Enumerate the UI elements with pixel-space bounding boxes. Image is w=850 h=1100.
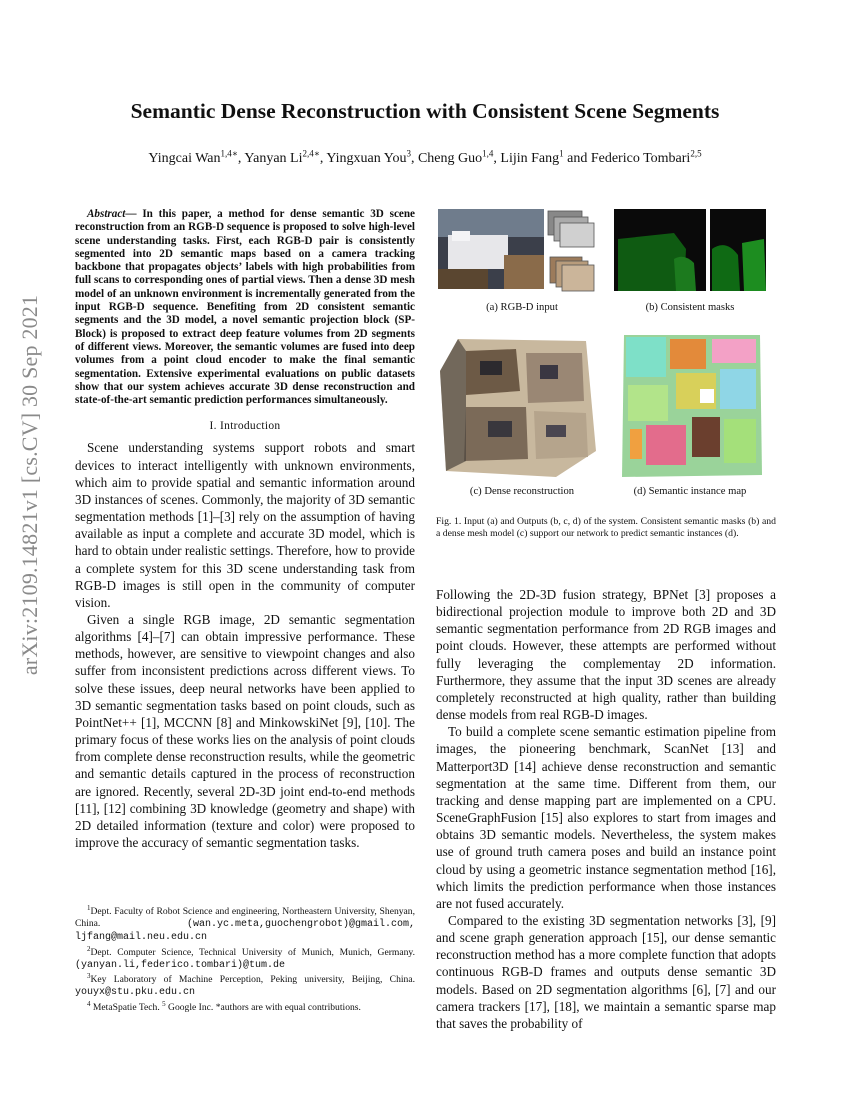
abstract-text: — In this paper, a method for dense semantic 3D scene reconstruction from an RGB-D sequence is proposed to solve high-level scene understanding tasks. First, each RGB-D pair is consistently segmented into 2D semantic maps based on a camera tracking backbone that propagates objects’ labels with high probabilities from full scans to corresponding ones of partial views. Then a dense 3D mesh model of an unknown environment is incrementally generated from the input RGB-D sequence. Benefiting from 2D consistent semantic segments and the 3D model, a novel semantic projection block (SP-Block) is proposed to extract deep feature volumes from 2D segments of different views. Moreover, the semantic volumes are fused into deep volumes from a point cloud encoder to make the final semantic segmentation. Extensive experimental evaluations on public datasets show that our system achieves accurate 3D dense reconstruction and state-of-the-art semantic prediction performances simultaneously. (75, 208, 415, 407)
left-column (75, 208, 415, 851)
figure-caption: Fig. 1. Input (a) and Outputs (b, c, d) of the system. Consistent semantic masks (b) and a dense mesh model (c) support our network to predict semantic instances (d). (436, 516, 776, 540)
arxiv-stamp (0, 295, 60, 675)
subcaption-d: (d) Semantic instance map (633, 486, 747, 497)
footnote: $^1$Dept. Faculty of Robot Science and engineering, Northeastern University, Shenyan, China. (wan.yc.meta,guochengrobot)@gmail.com, ljfang@mail.neu.edu.cn (75, 904, 415, 943)
paragraph: Given a single RGB image, 2D semantic segmentation algorithms [4]–[7] can obtain impressive performance. These methods, however, are sensitive to viewpoint changes and also suffer from inconsistent predictions across different views. To solve these issues, deep neural networks have been applied to 3D semantic segmentation tasks based on point clouds, such as PointNet++ [1], MCCNN [8] and MinkowskiNet [9], [10]. The primary focus of these works lies on the analysis of point clouds from complete dense reconstruction results, while the geometric and semantic details captured in the process of reconstruction are ignored. Recently, several 2D-3D joint end-to-end methods [11], [12] combining 3D knowledge (geometry and shape) with 2D detailed information (texture and color) were proposed to improve the accuracy of semantic segmentation tasks. (75, 612, 415, 851)
footnote: $^2$Dept. Computer Science, Technical University of Munich, Munich, Germany. (yanyan.li,federico.tombari)@tum.de (75, 944, 415, 971)
rgbd-input-image (436, 205, 596, 293)
footnotes (75, 903, 415, 1014)
author: Lijin Fang$^1$ and (500, 148, 591, 166)
abstract-label: Abstract (87, 208, 126, 220)
consistent-masks-image (614, 209, 766, 291)
subcaption-a: (a) RGB-D input (486, 302, 558, 313)
abstract (75, 208, 415, 407)
semantic-instance-map-image (616, 329, 766, 481)
author: Yingcai Wan$^{1,4∗}$, (148, 148, 245, 166)
arxiv-id: arXiv:2109.14821v1 [cs.CV] 30 Sep 2021 (17, 294, 42, 676)
dense-reconstruction-image (436, 331, 606, 481)
author: Cheng Guo$^{1,4}$, (417, 148, 501, 166)
paragraph: Scene understanding systems support robots and smart devices to interact intelligently with unknown environments, which aim to provide spatial and semantic information around 3D instances of scenes. Commonly, the majority of 3D semantic segmentation methods [1]–[3] rely on the assumption of having available as input a complete and accurate 3D model, which is hard to obtain under realistic settings. Therefore, how to provide a complete system for this 3D scene understanding task from RGB-D images is still open in the community of computer vision. (75, 440, 415, 610)
right-column (436, 586, 776, 1032)
paragraph: To build a complete scene semantic estimation pipeline from images, the pioneering benchmark, ScanNet [13] and Matterport3D [14] achieve dense reconstruction and semantic segmentation at the same time. Different from them, our tracking and dense mapping part are implemented on a CPU. SceneGraphFusion [15] also explores to start from images and obtains 3D semantic models. Nevertheless, the system makes use of ground truth camera poses and build an instance point cloud by using a geometric instance segmentation method [16], which limits the prediction performance when those instances are not fused accurately. (436, 724, 776, 911)
footnote: $^4$ MetaSpatie Tech. $^5$ Google Inc. *authors are with equal contributions. (87, 1000, 361, 1014)
author: Yanyan $Li^{2,4∗}$, (244, 148, 327, 166)
subcaption-b: (b) Consistent masks (645, 302, 735, 313)
footnote: $^3$Key Laboratory of Machine Perception, Peking university, Beijing, China. youyx@stu.pku.edu.cn (75, 972, 415, 999)
author: Yingxuan You$^3$, (326, 148, 418, 166)
subcaption-c: (c) Dense reconstruction (469, 486, 575, 497)
paragraph: Compared to the existing 3D segmentation networks [3], [9] and scene graph generation approach [15], our dense semantic reconstruction method has a more complete function that adopts continuous RGB-D frames and outputs dense semantic 3D models. Based on 2D segmentation algorithms [6], [7] and our camera trackers [17], [18], we maintain a semantic sparse map that saves the probability of (436, 912, 776, 1031)
paragraph: Following the 2D-3D fusion strategy, BPNet [3] proposes a bidirectional projection module to improve both 2D and 3D semantic segmentation performance from 2D RGB images and point clouds. However, these attempts are performed without fully leveraging the complementay 2D information. Furthermore, they assume that the input 3D scenes are already completely reconstructed at high quality, rather than building dense models from real RGB-D images. (436, 587, 776, 723)
paper-title: Semantic Dense Reconstruction with Consistent Scene Segments (130, 99, 720, 123)
author-list (60, 148, 790, 167)
section-heading: I. Introduction (209, 420, 281, 433)
author: Federico Tombari$^{2,5}$ (590, 148, 702, 166)
figure-1 (436, 205, 776, 560)
